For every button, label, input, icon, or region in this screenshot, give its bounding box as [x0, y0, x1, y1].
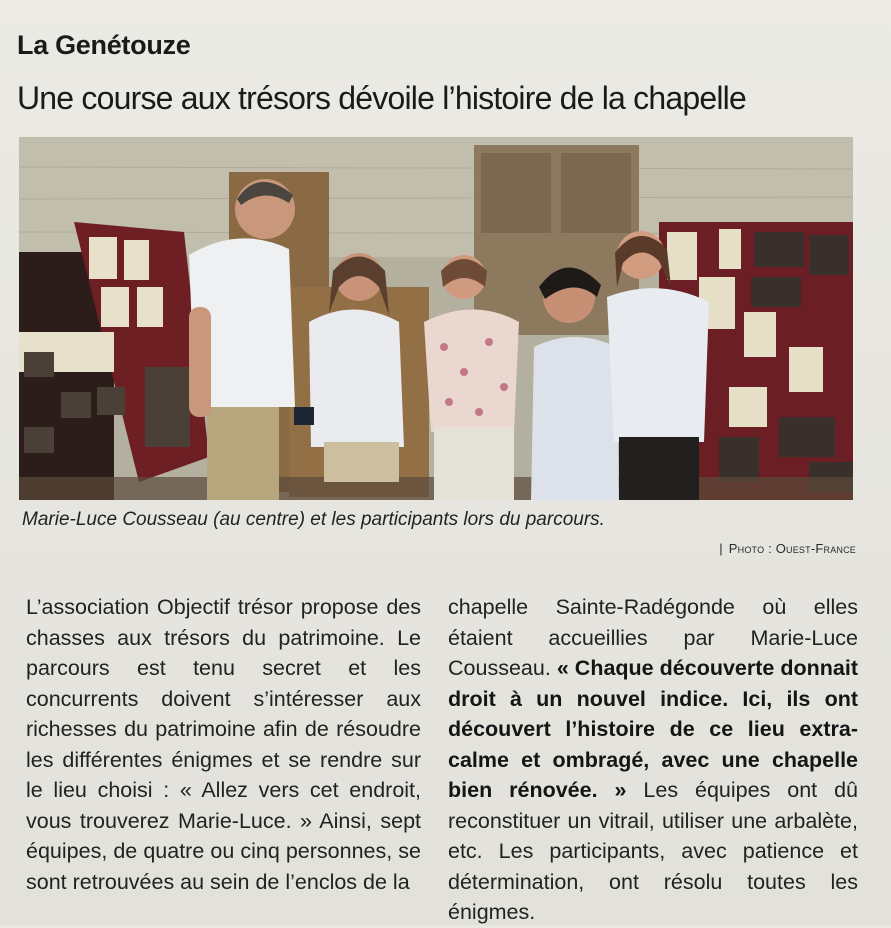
photo-credit [719, 541, 856, 556]
credit-text: Photo : Ouest-France [728, 541, 856, 556]
photo-caption: Marie-Luce Cousseau (au centre) et les participants lors du parcours. [22, 509, 605, 530]
article-column-right [448, 592, 858, 928]
credit-separator: | [719, 541, 723, 556]
article-location: La Genétouze [17, 30, 191, 60]
body-paragraph [448, 592, 858, 928]
article-headline: Une course aux trésors dévoile l’histoire de la chapelle [17, 80, 746, 116]
quote-text: « Chaque découverte donnait droit à un nouvel indice. Ici, ils ont découvert l’histoire de ce lieu extra-calme et ombragé, avec une chapelle bien rénovée. » [448, 656, 858, 802]
article-photo [19, 137, 853, 500]
article-column-left [26, 592, 421, 897]
group-photo-illustration [19, 137, 853, 500]
body-paragraph: L’association Objectif trésor propose des chasses aux trésors du patrimoine. Le parcours est tenu secret et les concurrents doivent s’intéresser aux richesses du patrimoine afin de résoudre les différentes énigmes et se rendre sur le lieu choisi : « Allez vers cet endroit, vous trouverez Marie-Luce. » Ainsi, sept équipes, de quatre ou cinq personnes, se sont retrouvées au sein de l’enclos de la [26, 595, 421, 894]
body-text: Les équipes ont dû reconstituer un vitrail, utiliser une arbalète, etc. Les participants, avec patience et détermination, ont résolu toutes les énigmes. [448, 778, 858, 924]
body-text: chapelle Sainte-Radégonde où elles étaient accueillies par Marie-Luce Cousseau. [448, 595, 858, 680]
